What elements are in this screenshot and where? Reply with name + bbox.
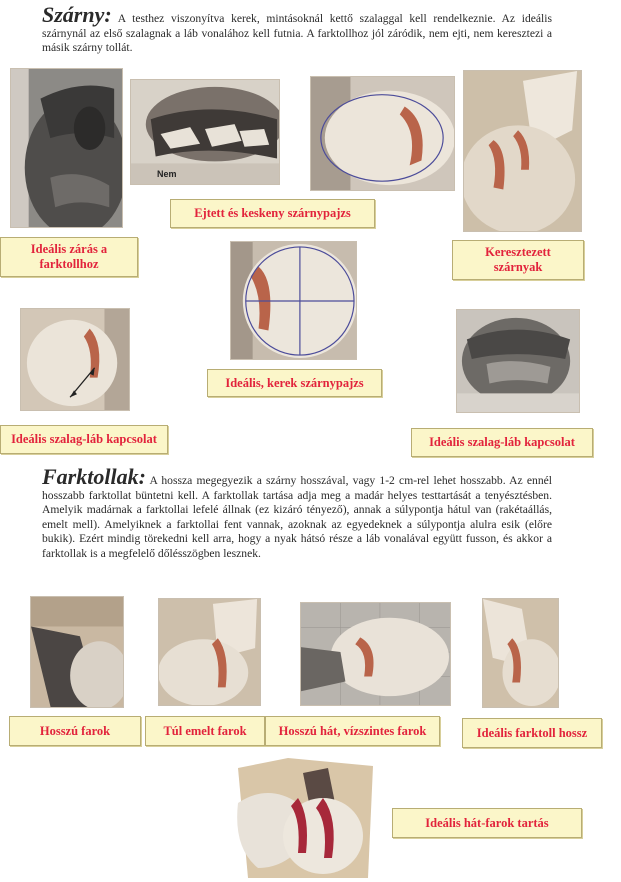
caption-long-back-horizontal-tail: Hosszú hát, vízszintes farok bbox=[265, 716, 440, 746]
photo-band-leg-1 bbox=[20, 308, 130, 411]
photo-wing-oval bbox=[310, 76, 455, 191]
caption-dropped-narrow-wing: Ejtett és keskeny szárnypajzs bbox=[170, 199, 375, 228]
caption-ideal-round-wing: Ideális, kerek szárnypajzs bbox=[207, 369, 382, 397]
caption-ideal-tail-closure bbox=[0, 237, 138, 277]
photo-long-tail bbox=[30, 596, 124, 708]
tail-text: A hossza megegyezik a szárny hosszával, vagy 1-2 cm-rel lehet hosszabb. Az ennél hosszabb farktollat büntetni kell. A farktollak tartása adja meg a madár helyes testtartását a tenyésztésben. Amelyik madárnak a farktollai lefelé állnak (ez kizáró tényező), annak a súlypontja hátul van (rakétaállás, emelt mell). Amelyiknek a farktollai fent vannak, azoknak az egyedeknek a súlypontja alulra esik (előre bukik). Ezért mindig törekedni kell arra, hogy a nyak hátsó része a láb vonalával együtt fusson, és akkor a farktollak is a megfelelő dőlésszögben lesznek. bbox=[42, 474, 552, 560]
photo-ideal-tail-closure bbox=[10, 68, 123, 228]
photo-round-wing-shield bbox=[230, 241, 357, 360]
photo-band-leg-2 bbox=[456, 309, 580, 413]
wing-heading: Szárny: bbox=[42, 2, 112, 27]
caption-raised-tail: Túl emelt farok bbox=[145, 716, 265, 746]
caption-line-2: szárnyak bbox=[493, 260, 543, 274]
caption-line-1: Ideális zárás a bbox=[30, 242, 108, 256]
tail-description bbox=[42, 464, 552, 562]
photo-long-back-horizontal-tail bbox=[300, 602, 451, 706]
caption-ideal-band-leg-2: Ideális szalag-láb kapcsolat bbox=[411, 428, 593, 457]
caption-ideal-back-tail: Ideális hát-farok tartás bbox=[392, 808, 582, 838]
photo-dropped-wing bbox=[130, 79, 280, 185]
caption-line-2: farktollhoz bbox=[39, 257, 99, 271]
caption-ideal-band-leg-1: Ideális szalag-láb kapcsolat bbox=[0, 425, 168, 454]
caption-long-tail: Hosszú farok bbox=[9, 716, 141, 746]
nem-label: Nem bbox=[157, 169, 177, 179]
photo-crossed-wings bbox=[463, 70, 582, 232]
tail-heading: Farktollak: bbox=[42, 464, 146, 489]
caption-line-1: Keresztezett bbox=[485, 245, 551, 259]
caption-crossed-wings bbox=[452, 240, 584, 280]
wing-description bbox=[42, 2, 552, 56]
photo-raised-tail bbox=[158, 598, 261, 706]
caption-ideal-tail-length: Ideális farktoll hossz bbox=[462, 718, 602, 748]
wing-text: A testhez viszonyítva kerek, mintásoknál kettő szalaggal kell rendelkeznie. Az ideális szárnynál az első szalagnak a láb vonalához kell futnia. A farktollhoz jól záródik, nem ejti, nem keresztezi a másik szárny tollát. bbox=[42, 12, 552, 55]
photo-ideal-tail-length bbox=[482, 598, 559, 708]
photo-ideal-back-tail bbox=[228, 758, 373, 878]
